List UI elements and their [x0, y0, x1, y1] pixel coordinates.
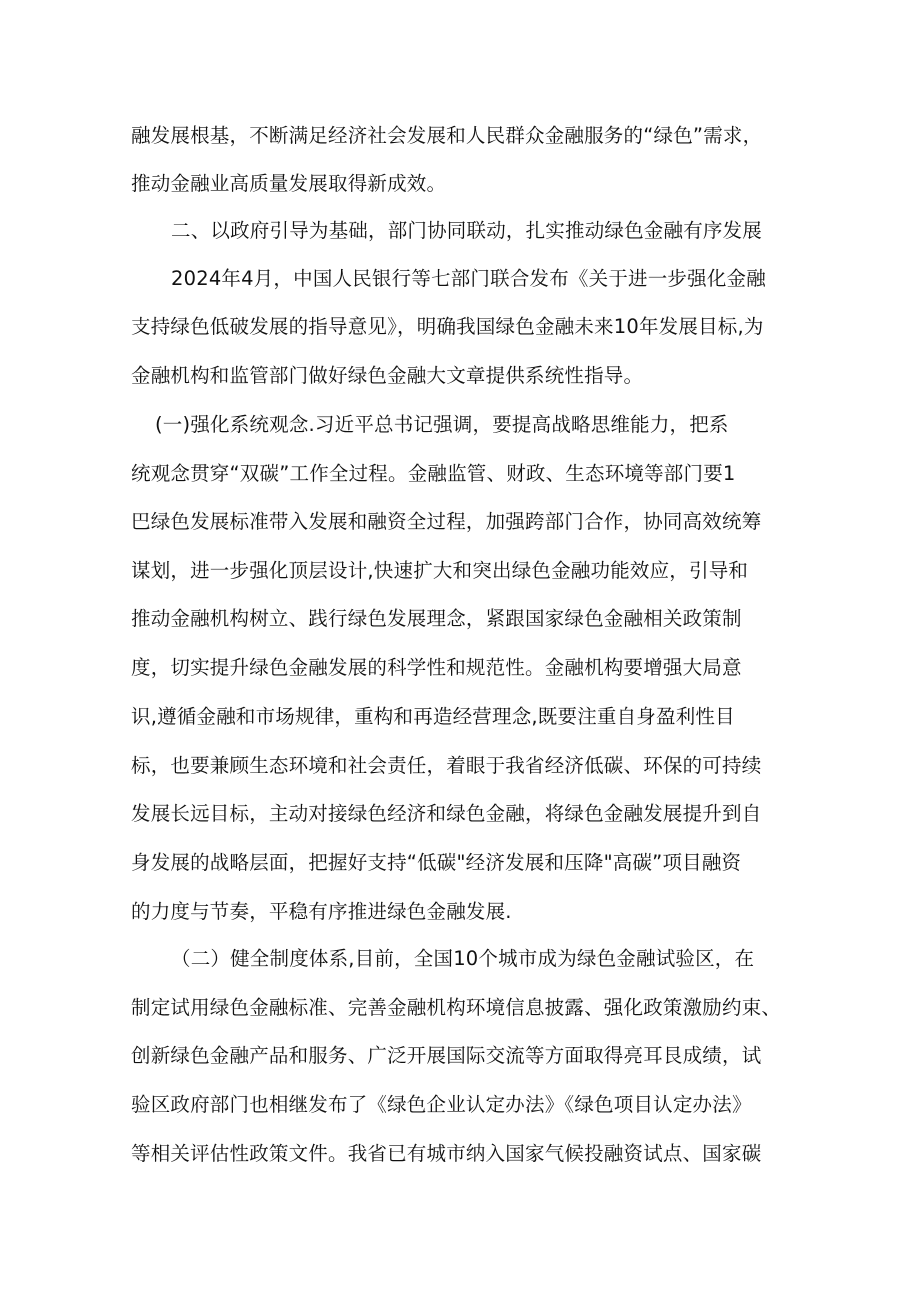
- text-line: 金融机构和监管部门做好绿色金融大文章提供系统性指导。: [131, 364, 644, 387]
- text-line: 2024年4月，中国人民银行等七部门联合发布《关于进一步强化金融: [171, 267, 766, 290]
- text-line: 发展长远目标，主动对接绿色经济和绿色金融，将绿色金融发展提升到自: [131, 802, 762, 825]
- subsection-line: (一)强化系统观念.习近平总书记强调，要提高战略思维能力，把系: [155, 413, 729, 436]
- text-line: 验区政府部门也相继发布了《绿色企业认定办法》《绿色项目认定办法》: [131, 1093, 752, 1116]
- section-heading: 二、以政府引导为基础，部门协同联动，扎实推动绿色金融有序发展: [171, 219, 763, 242]
- text-line: 融发展根基，不断满足经济社会发展和人民群众金融服务的“绿色”需求，: [131, 124, 763, 147]
- text-line: 身发展的战略层面，把握好支持“低碳"经济发展和压降"高碳”项目融资: [131, 851, 742, 874]
- text-line: 支持绿色低破发展的指导意见》，明确我国绿色金融未来10年发展目标,为: [131, 315, 764, 338]
- text-line: 制定试用绿色金融标准、完善金融机构环境信息披露、强化政策激励约束、: [131, 996, 782, 1019]
- text-line: 标，也要兼顾生态环境和社会责任，着眼于我省经济低碳、环保的可持续: [131, 754, 762, 777]
- text-line: 识,遵循金融和市场规律，重构和再造经营理念,既要注重自身盈利性目: [131, 705, 735, 728]
- text-line: 创新绿色金融产品和服务、广泛开展国际交流等方面取得亮耳艮成绩，试: [131, 1044, 762, 1067]
- text-line: 的力度与节奏，平稳有序推进绿色金融发展.: [131, 900, 512, 923]
- text-line: 巴绿色发展标准带入发展和融资全过程，加强跨部门合作，协同高效统筹: [131, 510, 762, 533]
- text-line: 等相关评估性政策文件。我省已有城市纳入国家气候投融资试点、国家碳: [131, 1142, 762, 1165]
- text-line: 度，切实提升绿色金融发展的科学性和规范性。金融机构要增强大局意: [131, 656, 742, 679]
- text-line: 推动金融机构树立、践行绿色发展理念，紧跟国家绿色金融相关政策制: [131, 607, 742, 630]
- text-line: 谋划，进一步强化顶层设计,快速扩大和突出绿色金融功能效应，引导和: [131, 559, 749, 582]
- text-line: 推动金融业高质量发展取得新成效。: [131, 172, 447, 195]
- text-line: 统观念贯穿“双碳”工作全过程。金融监管、财政、生态环境等部门要1: [131, 462, 736, 485]
- subsection-line: （二）健全制度体系,目前，全国10个城市成为绿色金融试验区，在: [171, 947, 755, 970]
